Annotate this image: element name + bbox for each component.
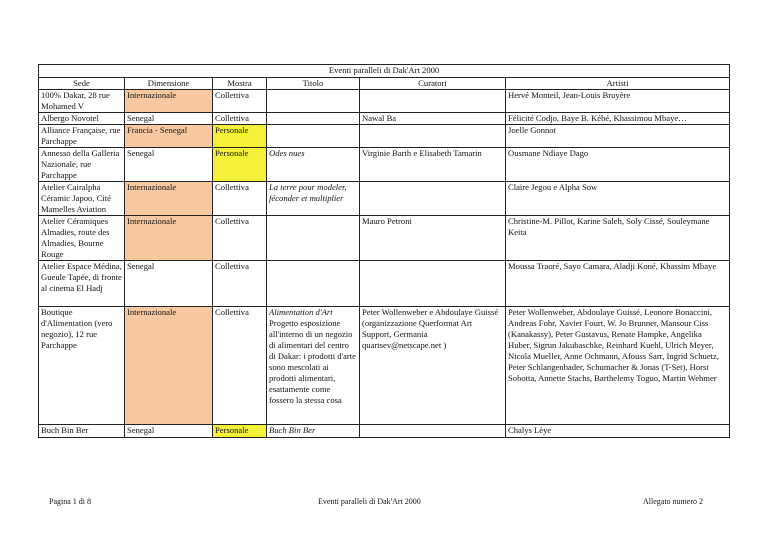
cell-dimensione: Francia - Senegal [125, 125, 213, 148]
cell-titolo [267, 307, 360, 425]
cell-sede: 100% Dakar, 28 rue Mohamed V [39, 90, 125, 113]
cell-dimensione: Senegal [125, 425, 213, 438]
cell-curatori [360, 261, 506, 307]
table-row [39, 113, 730, 125]
cell-dimensione: Senegal [125, 148, 213, 182]
cell-sede: Atelier Espace Médina, Gueule Tapée, di fronte al cinema El Hadj [39, 261, 125, 307]
cell-artisti: Joelle Gonnot [506, 125, 730, 148]
footer-page-number: Pagina 1 di 8 [49, 497, 91, 506]
cell-curatori [360, 90, 506, 113]
table-row [39, 125, 730, 148]
cell-artisti: Claire Jegou e Alpha Sow [506, 182, 730, 216]
cell-sede: Atelier Céramiques Almadies, route des Almadies, Bourne Rouge [39, 216, 125, 261]
footer-attachment: Allegato numero 2 [643, 497, 703, 506]
cell-titolo [267, 125, 360, 148]
table-row [39, 216, 730, 261]
cell-curatori [360, 182, 506, 216]
table-row [39, 261, 730, 307]
cell-mostra: Collettiva [213, 307, 267, 425]
titolo-italic: Alimentation d'Art [269, 307, 333, 317]
header-sede: Sede [39, 78, 125, 90]
header-artisti: Artisti [506, 78, 730, 90]
table-row [39, 148, 730, 182]
cell-curatori [360, 125, 506, 148]
cell-curatori [360, 425, 506, 438]
cell-sede: Alliance Française, rue Parchappe [39, 125, 125, 148]
cell-sede: Albergo Novotel [39, 113, 125, 125]
cell-curatori: Virginie Barth e Elisabeth Tamarin [360, 148, 506, 182]
events-table [38, 64, 730, 438]
table-title: Eventi paralleli di Dak'Art 2000 [39, 65, 730, 78]
cell-sede: Annesso della Galleria Nazionale, rue Parchappe [39, 148, 125, 182]
cell-sede: Buch Bin Ber [39, 425, 125, 438]
cell-dimensione: Senegal [125, 261, 213, 307]
cell-mostra: Personale [213, 125, 267, 148]
header-curatori: Curatori [360, 78, 506, 90]
cell-dimensione: Senegal [125, 113, 213, 125]
cell-titolo: Odes nues [267, 148, 360, 182]
cell-dimensione: Internazionale [125, 307, 213, 425]
cell-artisti: Ousmane Ndiaye Dago [506, 148, 730, 182]
cell-titolo [267, 216, 360, 261]
cell-sede: Atelier Cairalpha Céramic Japoo, Cité Mamelles Aviation [39, 182, 125, 216]
cell-curatori: Peter Wollenweber e Abdoulaye Guissé (organizzazione Querformat Art Support, Germania quartsev@netscape.net ) [360, 307, 506, 425]
cell-mostra: Collettiva [213, 261, 267, 307]
cell-artisti: Christine-M. Pillot, Karine Saleh, Soly Cissé, Souleymane Keita [506, 216, 730, 261]
cell-sede: Boutique d'Alimentation (vero negozio), 12 rue Parchappe [39, 307, 125, 425]
cell-dimensione: Internazionale [125, 182, 213, 216]
cell-artisti: Hervé Monteil, Jean-Louis Bruyère [506, 90, 730, 113]
cell-titolo [267, 113, 360, 125]
titolo-description: Progetto esposizione all'interno di un negozio di alimentari del centro di Dakar: i prodotti d'arte sono mescolati ai prodotti alimentari, esattamente come fossero la stessa cosa [269, 318, 356, 405]
table-row [39, 182, 730, 216]
header-mostra: Mostra [213, 78, 267, 90]
header-titolo: Titolo [267, 78, 360, 90]
cell-titolo: Buch Bin Ber [267, 425, 360, 438]
cell-dimensione: Internazionale [125, 90, 213, 113]
cell-artisti: Félicité Codjo, Baye B. Kébé, Khassimou Mbaye… [506, 113, 730, 125]
cell-dimensione: Internazionale [125, 216, 213, 261]
cell-curatori: Nawal Ba [360, 113, 506, 125]
header-dimensione: Dimensione [125, 78, 213, 90]
cell-artisti: Moussa Traoré, Sayo Camara, Aladji Koné, Khassim Mbaye [506, 261, 730, 307]
cell-mostra: Collettiva [213, 90, 267, 113]
cell-titolo [267, 261, 360, 307]
table-row [39, 307, 730, 425]
cell-curatori: Mauro Petroni [360, 216, 506, 261]
footer-title: Eventi paralleli di Dak'Art 2000 [318, 497, 421, 506]
cell-mostra: Collettiva [213, 216, 267, 261]
cell-artisti: Chalys Lèye [506, 425, 730, 438]
cell-titolo [267, 90, 360, 113]
cell-titolo: La terre pour modeler, féconder et multiplier [267, 182, 360, 216]
cell-mostra: Personale [213, 425, 267, 438]
cell-mostra: Collettiva [213, 113, 267, 125]
cell-mostra: Collettiva [213, 182, 267, 216]
cell-mostra: Personale [213, 148, 267, 182]
table-row [39, 425, 730, 438]
cell-artisti: Peter Wollenweber, Abdoulaye Guissé, Leonore Bonaccini, Andreas Fohr, Xavier Fourt, W. Jo Brunner, Mansour Ciss (Kanakassy), Peter Gustavus, Renate Hampke, Angelika Huber, Sigrun Jakubaschke, Reinhard Kuehl, Ulrich Meyer, Nicola Mueller, Anne Ochmann, Afouss Sarr, Ingrid Schuetz, Peter Schlangenbader, Schumacher & Jonas (T-Set), Horst Sobotta, Annette Stachs, Barthelemy Toguo, Martin Wehmer [506, 307, 730, 425]
table-row [39, 90, 730, 113]
